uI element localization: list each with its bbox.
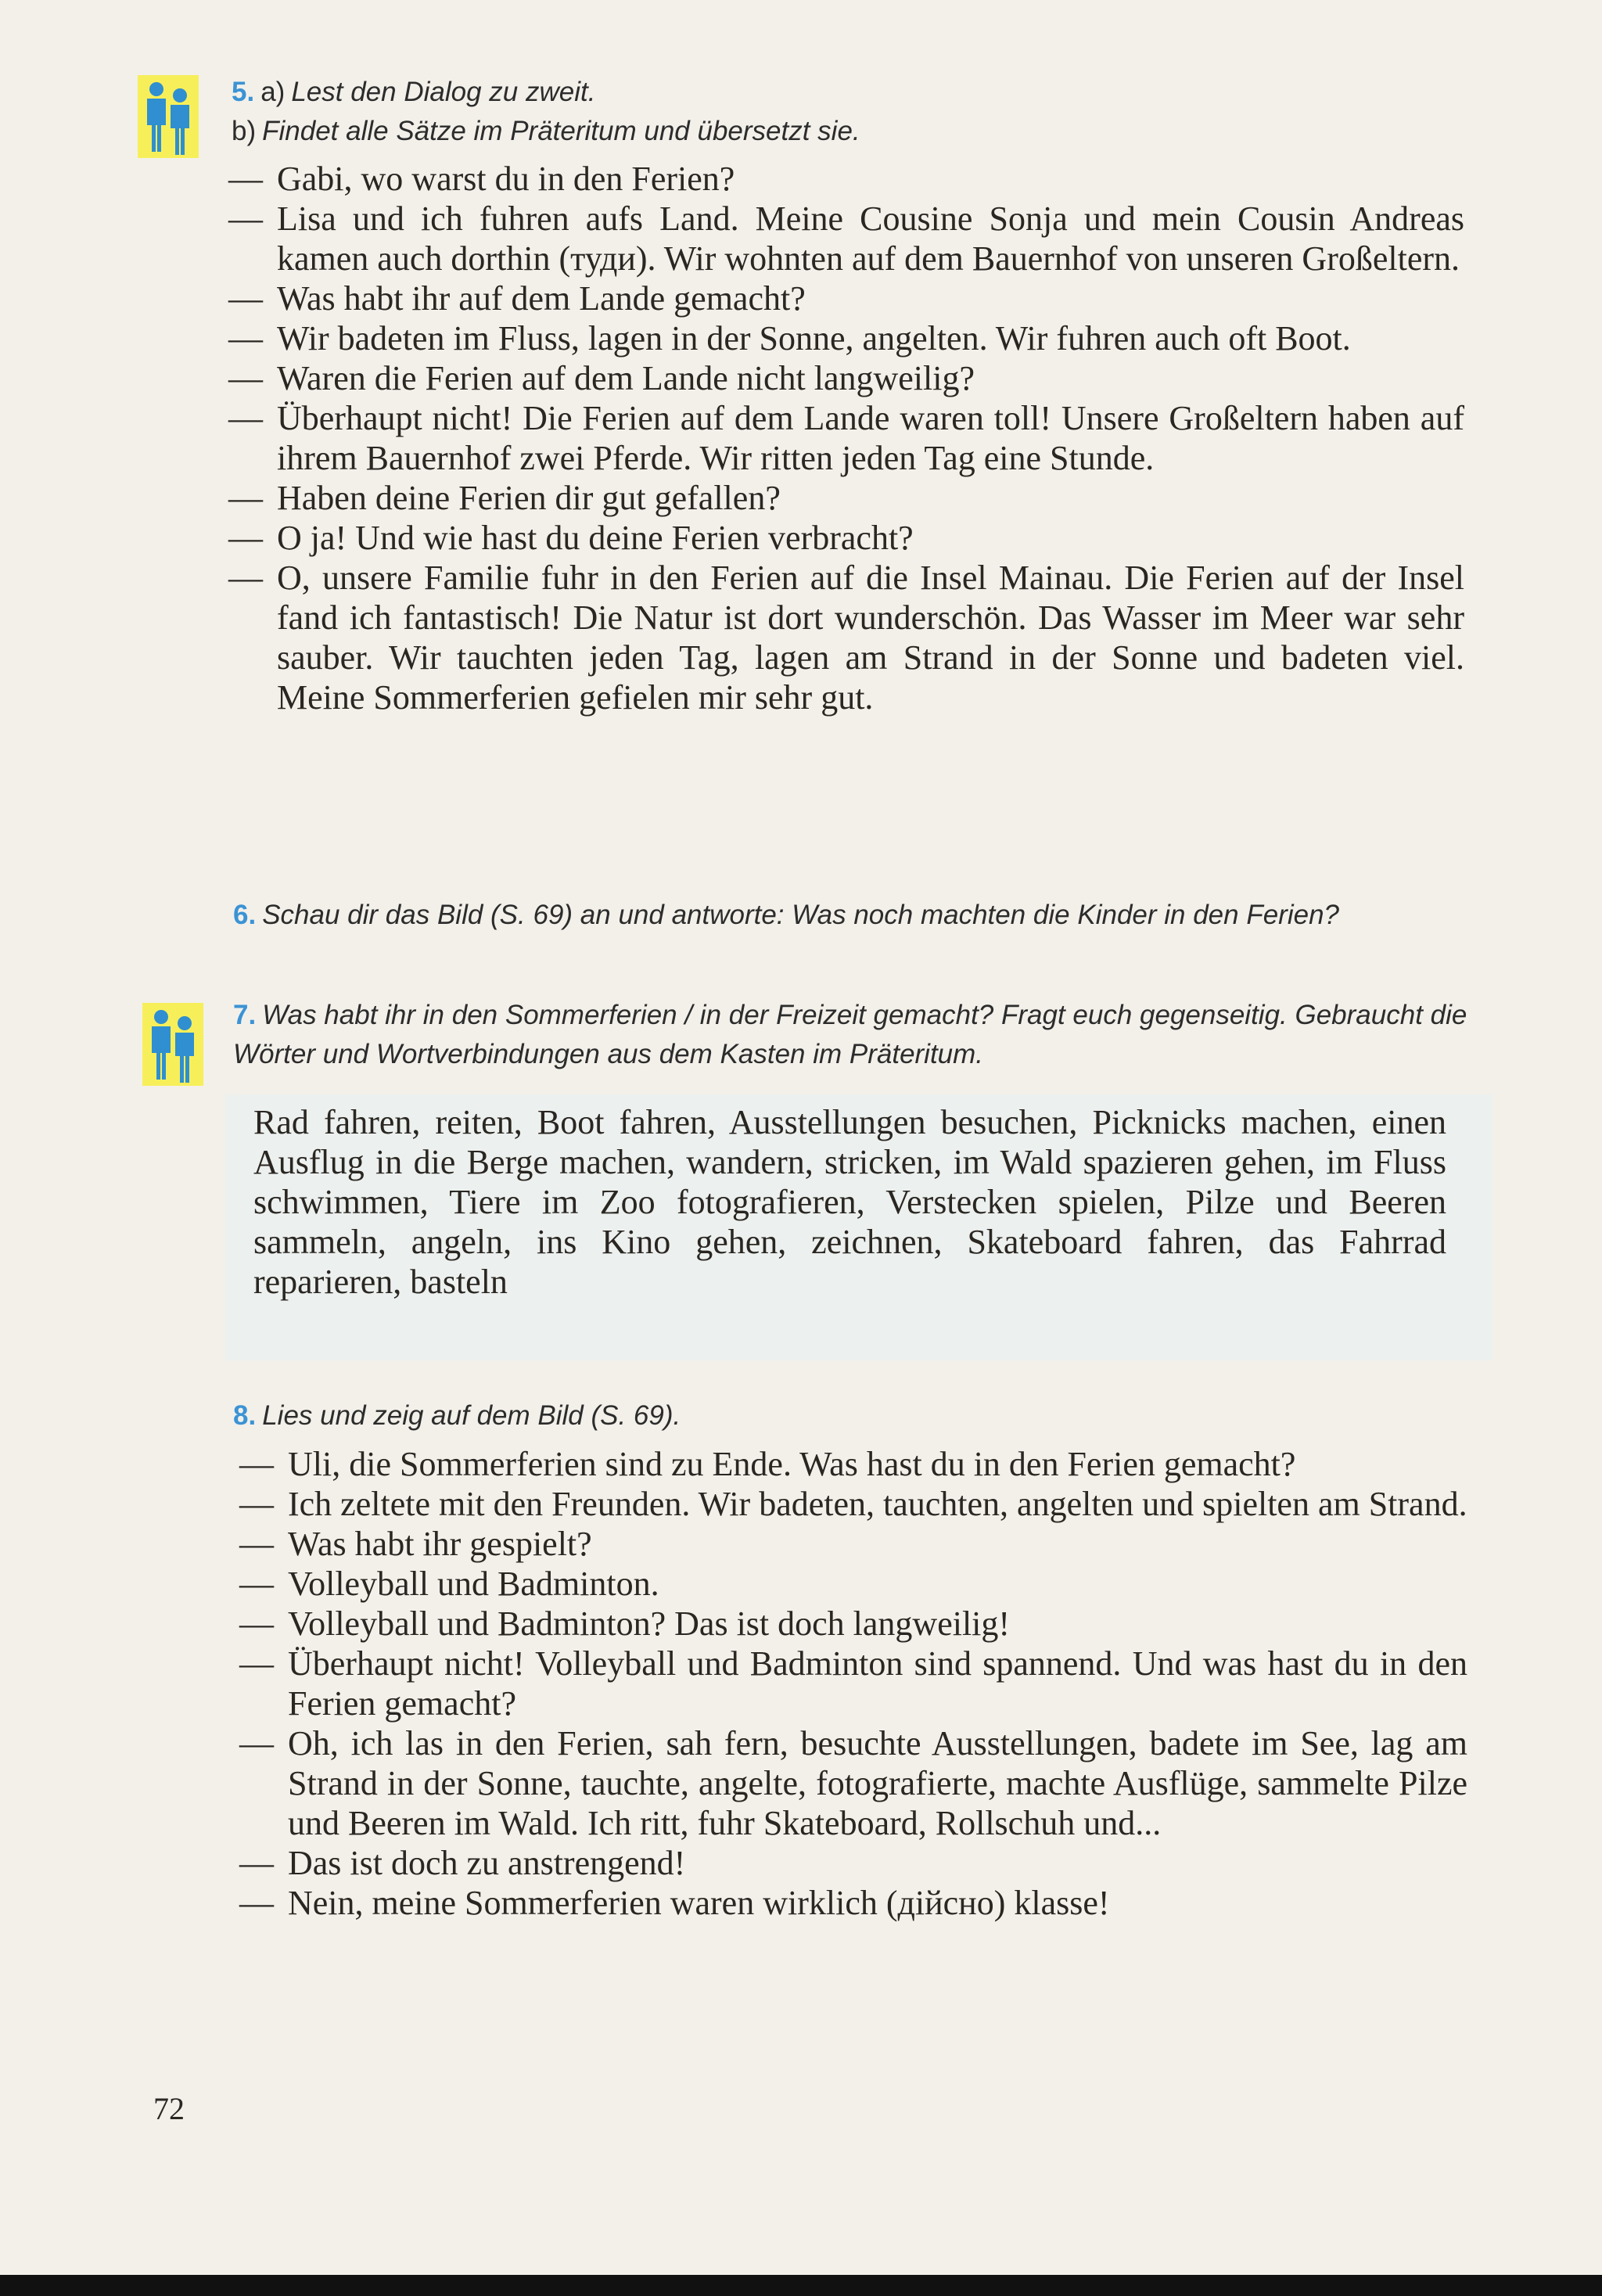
scan-border xyxy=(0,2275,1602,2296)
page-number: 72 xyxy=(153,2091,185,2126)
subtask-a-text: Lest den Dialog zu zweit. xyxy=(291,77,596,107)
dialog-dash: — xyxy=(228,279,263,318)
dialog-dash: — xyxy=(239,1565,274,1603)
dialog-dash: — xyxy=(239,1525,274,1563)
pair-work-icon xyxy=(142,1003,203,1086)
dialog-line xyxy=(239,1883,1467,1923)
dialog-text: Volleyball und Badminton. xyxy=(288,1565,659,1603)
dialog-text: Überhaupt nicht! Die Ferien auf dem Lande waren toll! Unsere Großeltern haben auf ihrem Bauernhof zwei Pferde. Wir ritten jeden Tag eine Stunde. xyxy=(277,399,1464,477)
dialog-dash: — xyxy=(228,479,263,517)
dialog-dash: — xyxy=(239,1844,274,1882)
dialog-line xyxy=(239,1843,1467,1883)
dialog-line xyxy=(228,478,1464,518)
task-7-text: Was habt ihr in den Sommerferien / in der Freizeit gemacht? Fragt euch gegenseitig. Gebraucht die Wörter und Wortverbindungen aus dem Kasten im Präteritum. xyxy=(233,1000,1467,1069)
dialog-dash: — xyxy=(228,199,263,238)
dialog-line xyxy=(239,1524,1467,1564)
dialog-uli xyxy=(239,1444,1467,1923)
dialog-gabi xyxy=(228,159,1464,717)
dialog-line xyxy=(239,1723,1467,1843)
dialog-dash: — xyxy=(239,1485,274,1523)
subtask-label: b) xyxy=(232,116,257,146)
task-5-instructions xyxy=(232,73,1483,151)
vocabulary-box xyxy=(225,1094,1492,1360)
dialog-dash: — xyxy=(228,160,263,198)
dialog-line xyxy=(228,518,1464,558)
subtask-label: a) xyxy=(260,77,286,107)
dialog-text: Wir badeten im Fluss, lagen in der Sonne, angelten. Wir fuhren auch oft Boot. xyxy=(277,319,1351,358)
dialog-text: Ich zeltete mit den Freunden. Wir badeten, tauchten, angelten und spielten am Strand. xyxy=(288,1485,1467,1523)
dialog-text: Waren die Ferien auf dem Lande nicht langweilig? xyxy=(277,359,975,397)
dialog-line xyxy=(228,199,1464,278)
task-7-instructions xyxy=(233,996,1477,1074)
vocabulary-list: Rad fahren, reiten, Boot fahren, Ausstellungen besuchen, Picknicks machen, einen Ausflug in die Berge machen, wandern, stricken, im Wald spazieren gehen, im Fluss schwimmen, Tiere im Zoo fotografieren, Verstecken spielen, Pilze und Beeren sammeln, angeln, ins Kino gehen, zeichnen, Skateboard fahren, das Fahrrad reparieren, basteln xyxy=(253,1103,1446,1301)
dialog-dash: — xyxy=(228,319,263,358)
task-number: 8. xyxy=(233,1400,257,1431)
dialog-line xyxy=(239,1644,1467,1723)
task-6-instructions xyxy=(233,896,1477,935)
dialog-dash: — xyxy=(239,1644,274,1683)
dialog-dash: — xyxy=(228,359,263,397)
task-number: 7. xyxy=(233,1000,257,1030)
dialog-text: Gabi, wo warst du in den Ferien? xyxy=(277,160,735,198)
dialog-line xyxy=(239,1604,1467,1644)
dialog-text: Lisa und ich fuhren aufs Land. Meine Cousine Sonja und mein Cousin Andreas kamen auch dorthin (туди). Wir wohnten auf dem Bauernhof von unseren Großeltern. xyxy=(277,199,1464,278)
dialog-dash: — xyxy=(228,519,263,557)
pair-work-icon xyxy=(138,75,199,158)
dialog-line xyxy=(239,1564,1467,1604)
dialog-line xyxy=(228,278,1464,318)
dialog-line xyxy=(228,159,1464,199)
dialog-text: O, unsere Familie fuhr in den Ferien auf die Insel Mainau. Die Ferien auf der Insel fand ich fantastisch! Die Natur ist dort wunderschön. Das Wasser im Meer war sehr sauber. Wir tauchten jeden Tag, lagen am Strand in der Sonne und badeten viel. Meine Sommerferien gefielen mir sehr gut. xyxy=(277,559,1464,717)
dialog-text: Was habt ihr gespielt? xyxy=(288,1525,592,1563)
dialog-text: Volleyball und Badminton? Das ist doch langweilig! xyxy=(288,1604,1011,1643)
dialog-dash: — xyxy=(239,1724,274,1762)
dialog-text: Uli, die Sommerferien sind zu Ende. Was hast du in den Ferien gemacht? xyxy=(288,1445,1296,1483)
dialog-text: O ja! Und wie hast du deine Ferien verbracht? xyxy=(277,519,914,557)
dialog-text: Was habt ihr auf dem Lande gemacht? xyxy=(277,279,806,318)
task-8-text: Lies und zeig auf dem Bild (S. 69). xyxy=(262,1400,681,1431)
dialog-line xyxy=(228,398,1464,478)
dialog-dash: — xyxy=(239,1604,274,1643)
dialog-text: Das ist doch zu anstrengend! xyxy=(288,1844,686,1882)
task-number: 6. xyxy=(233,900,257,930)
task-6-text: Schau dir das Bild (S. 69) an und antworte: Was noch machten die Kinder in den Ferien? xyxy=(262,900,1340,930)
dialog-text: Überhaupt nicht! Volleyball und Badminton sind spannend. Und was hast du in den Ferien gemacht? xyxy=(288,1644,1467,1723)
dialog-line xyxy=(228,358,1464,398)
dialog-line xyxy=(239,1484,1467,1524)
dialog-text: Nein, meine Sommerferien waren wirklich (дійсно) klasse! xyxy=(288,1884,1110,1922)
dialog-line xyxy=(239,1444,1467,1484)
dialog-dash: — xyxy=(239,1884,274,1922)
subtask-b-text: Findet alle Sätze im Präteritum und übersetzt sie. xyxy=(262,116,860,146)
dialog-dash: — xyxy=(228,559,263,597)
dialog-dash: — xyxy=(239,1445,274,1483)
dialog-text: Haben deine Ferien dir gut gefallen? xyxy=(277,479,781,517)
dialog-text: Oh, ich las in den Ferien, sah fern, besuchte Ausstellungen, badete im See, lag am Strand in der Sonne, tauchte, angelte, fotografierte, machte Ausflüge, sammelte Pilze und Beeren im Wald. Ich ritt, fuhr Skateboard, Rollschuh und... xyxy=(288,1724,1467,1842)
task-8-instructions xyxy=(233,1396,1477,1435)
task-number: 5. xyxy=(232,77,255,107)
dialog-dash: — xyxy=(228,399,263,437)
dialog-line xyxy=(228,318,1464,358)
dialog-line xyxy=(228,558,1464,717)
